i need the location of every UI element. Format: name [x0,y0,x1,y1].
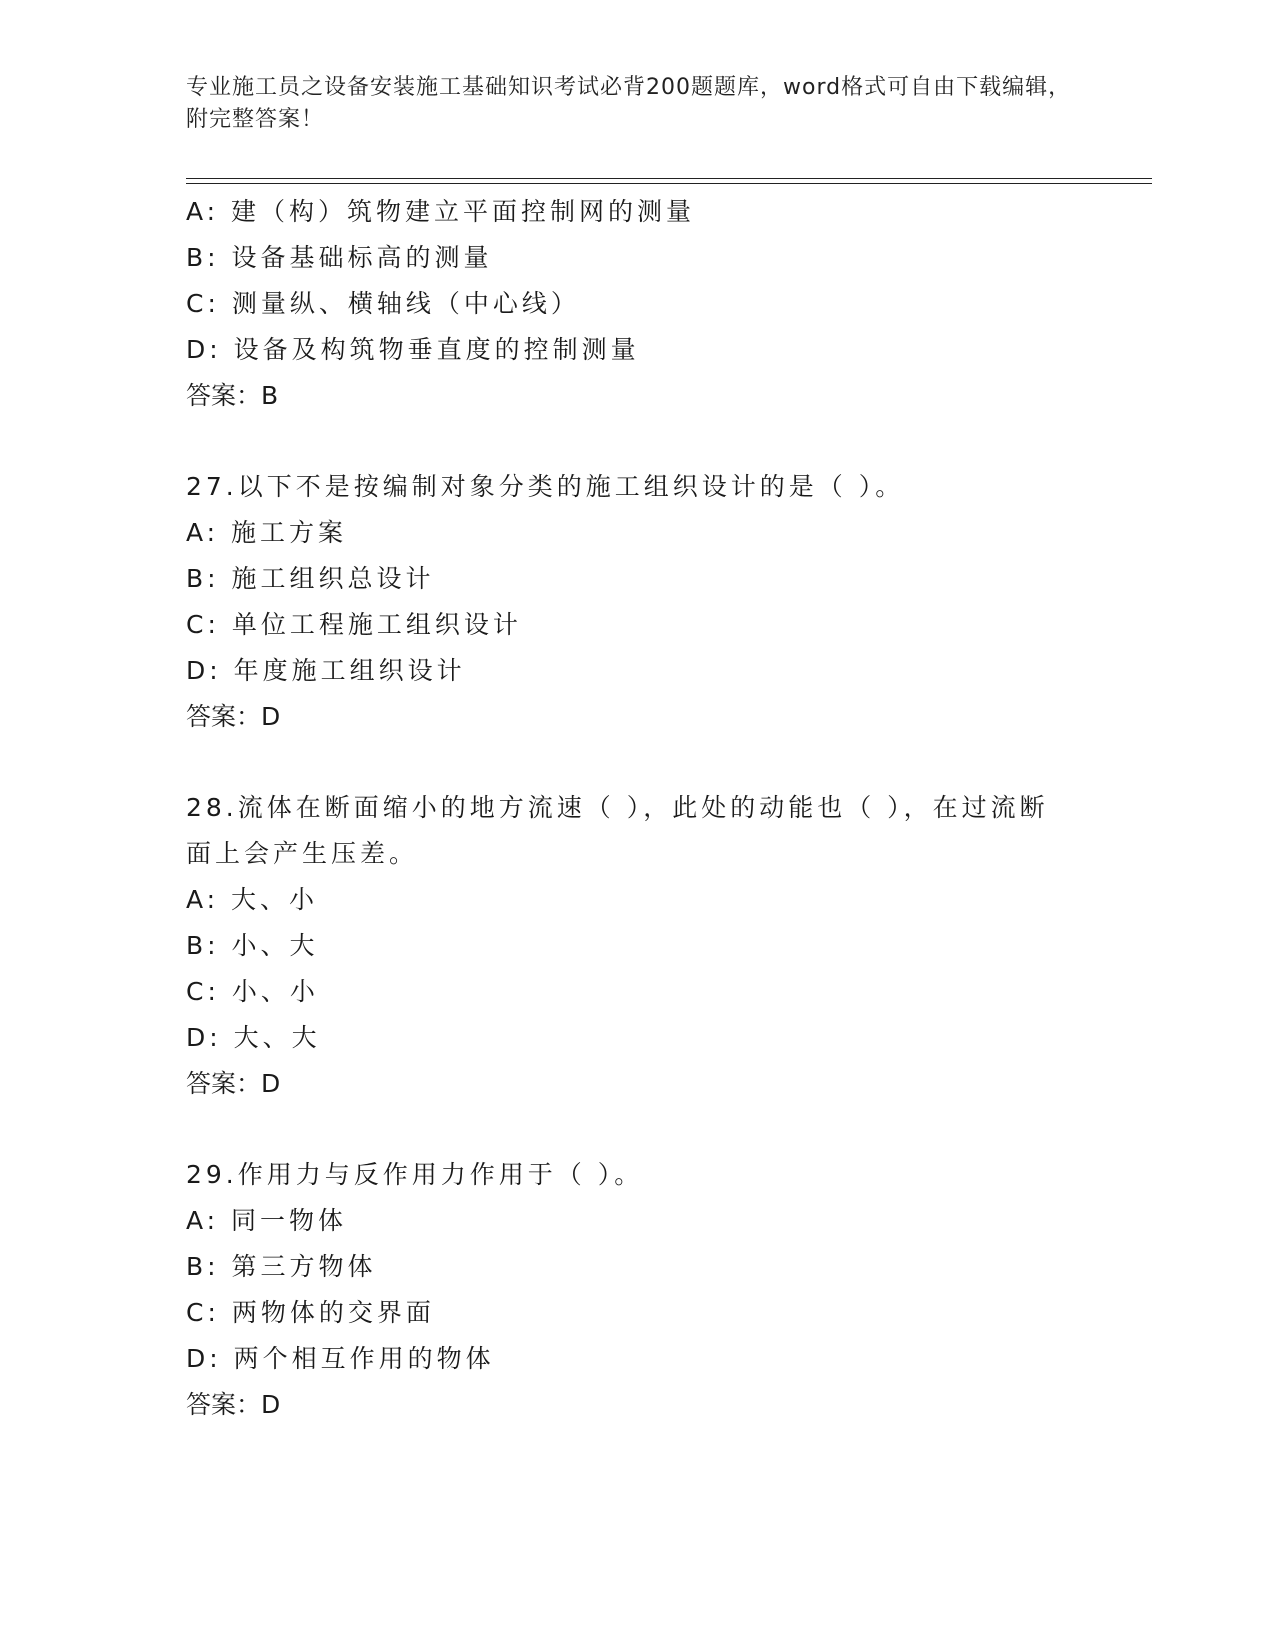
question-title-line-2: 面上会产生压差。 [186,839,419,868]
answer: 答案：B [186,381,279,410]
header-divider-top [186,178,1152,179]
option-a: A: 同一物体 [186,1206,348,1235]
option-d: D: 大、大 [186,1023,321,1052]
option-b: B: 设备基础标高的测量 [186,243,493,272]
option-c: C: 小、小 [186,977,319,1006]
option-a: A: 建（构）筑物建立平面控制网的测量 [186,197,696,226]
answer: 答案：D [186,1069,281,1098]
answer: 答案：D [186,1390,281,1419]
question-title: 27.以下不是按编制对象分类的施工组织设计的是（ ）。 [186,472,905,501]
question-27 [186,464,1146,740]
option-d: D: 两个相互作用的物体 [186,1344,495,1373]
option-b: B: 小、大 [186,931,319,960]
option-b: B: 第三方物体 [186,1252,377,1281]
question-26 [186,189,1146,419]
header-divider-bottom [186,183,1152,184]
document-header [186,72,1086,136]
option-a: A: 大、小 [186,885,319,914]
question-28 [186,785,1146,1107]
option-c: C: 两物体的交界面 [186,1298,435,1327]
header-title: 专业施工员之设备安装施工基础知识考试必背200题题库，word格式可自由下载编辑，附完整答案！ [186,75,1072,132]
question-29 [186,1152,1146,1428]
option-a: A: 施工方案 [186,518,348,547]
option-b: B: 施工组织总设计 [186,564,435,593]
option-c: C: 单位工程施工组织设计 [186,610,522,639]
question-title: 29.作用力与反作用力作用于（ ）。 [186,1160,644,1189]
answer: 答案：D [186,702,281,731]
question-title-line-1: 28.流体在断面缩小的地方流速（ ），此处的动能也（ ），在过流断 [186,793,1049,822]
question-list [186,189,1146,1428]
option-c: C: 测量纵、横轴线（中心线） [186,289,580,318]
option-d: D: 设备及构筑物垂直度的控制测量 [186,335,640,364]
option-d: D: 年度施工组织设计 [186,656,466,685]
